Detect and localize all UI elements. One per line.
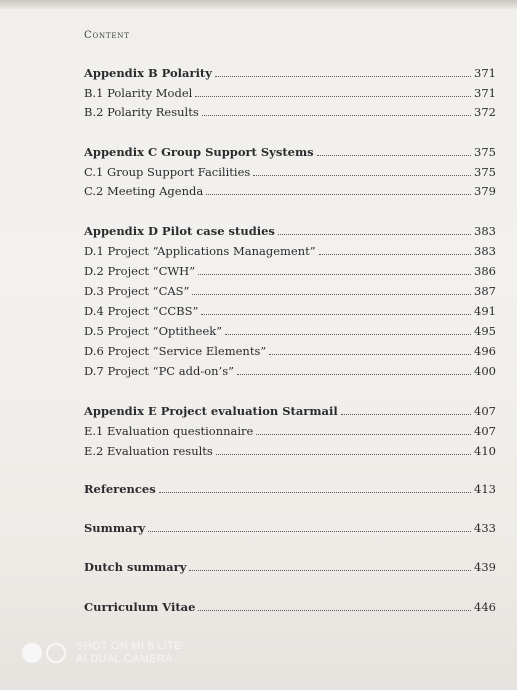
toc-entry-page-number: 433 [474,521,496,535]
toc-entry-label: E.1 Evaluation questionnaire [84,424,254,438]
toc-entry-label: D.2 Project “CWH” [84,264,196,278]
toc-entry [84,224,496,238]
toc-entry-label: B.2 Polarity Results [84,105,199,119]
toc-entry-label: D.7 Project “PC add-on’s” [84,364,234,378]
toc-entry [84,304,496,318]
toc-entry-page-number: 400 [474,364,496,378]
toc-entry-page-number: 439 [474,560,496,574]
toc-entry-page-number: 386 [474,264,496,278]
toc-entry-label: D.6 Project “Service Elements” [84,344,267,358]
toc-entry [84,444,496,458]
toc-entry [84,521,496,535]
toc-entry-page-number: 375 [474,165,496,179]
running-head [84,30,130,41]
toc-entry-label: B.1 Polarity Model [84,86,193,100]
dot-leader [198,609,471,611]
toc-entry [84,284,496,298]
toc-entry-page-number: 446 [474,600,496,614]
page-fold-shadow [0,0,517,9]
toc-entry [84,424,496,438]
toc-entry [84,560,496,574]
toc-entry-label: Appendix B Polarity [84,66,212,80]
toc-entry [84,184,496,198]
dot-leader [216,453,471,455]
toc-entry [84,145,496,159]
toc-entry [84,165,496,179]
toc-entry-page-number: 496 [474,344,496,358]
toc-entry [84,105,496,119]
toc-entry-label: D.1 Project “Applications Management” [84,244,316,258]
toc-entry [84,66,496,80]
toc-entry-page-number: 407 [474,424,496,438]
toc-entry-page-number: 383 [474,244,496,258]
dot-leader [192,293,471,295]
dot-leader [225,333,471,335]
dot-leader [253,174,471,176]
toc-entry-page-number: 413 [474,482,496,496]
toc-entry [84,344,496,358]
dot-leader [319,253,471,255]
toc-entry-page-number: 387 [474,284,496,298]
dot-leader [202,114,471,116]
toc-entry [84,404,496,418]
toc-entry-label: Appendix D Pilot case studies [84,224,275,238]
toc-entry-page-number: 379 [474,184,496,198]
dot-leader [201,313,471,315]
toc-entry-label: D.5 Project “Optitheek” [84,324,223,338]
dot-leader [148,530,471,532]
toc-entry-page-number: 372 [474,105,496,119]
camera-logo-icon [22,643,66,663]
dot-leader [195,95,471,97]
ring-circle-icon [46,643,66,663]
watermark-line-1: SHOT ON MI 8 LITE [76,640,182,652]
toc-entry-page-number: 410 [474,444,496,458]
toc-entry-label: References [84,482,156,496]
toc-entry-label: Appendix C Group Support Systems [84,145,314,159]
toc-entry [84,86,496,100]
dot-leader [189,569,471,571]
toc-entry-label: Dutch summary [84,560,187,574]
toc-entry-label: E.2 Evaluation results [84,444,213,458]
toc-entry-label: C.1 Group Support Facilities [84,165,251,179]
toc-entry-label: Appendix E Project evaluation Starmail [84,404,338,418]
running-head-text: Content [84,30,130,41]
toc-entry-page-number: 371 [474,66,496,80]
toc-entry-page-number: 375 [474,145,496,159]
dot-leader [256,433,471,435]
toc-entry-page-number: 495 [474,324,496,338]
toc-entry-page-number: 491 [474,304,496,318]
filled-circle-icon [22,643,42,663]
dot-leader [341,413,471,415]
toc-entry-page-number: 407 [474,404,496,418]
dot-leader [269,353,471,355]
toc-entry [84,244,496,258]
toc-entry [84,264,496,278]
dot-leader [159,491,471,493]
toc-entry-label: Summary [84,521,146,535]
toc-entry-label: Curriculum Vitae [84,600,196,614]
watermark-line-2: AI DUAL CAMERA [76,653,173,665]
dot-leader [237,373,471,375]
toc-entry [84,364,496,378]
toc-entry-label: D.4 Project “CCBS” [84,304,199,318]
toc-entry [84,324,496,338]
toc-entry-page-number: 371 [474,86,496,100]
toc-entry-page-number: 383 [474,224,496,238]
dot-leader [206,193,471,195]
toc-entry [84,600,496,614]
dot-leader [215,75,471,77]
toc-entry-label: C.2 Meeting Agenda [84,184,204,198]
camera-watermark [22,640,182,666]
toc-entry-label: D.3 Project “CAS” [84,284,190,298]
dot-leader [317,154,471,156]
toc-entry [84,482,496,496]
dot-leader [198,273,471,275]
dot-leader [278,233,471,235]
